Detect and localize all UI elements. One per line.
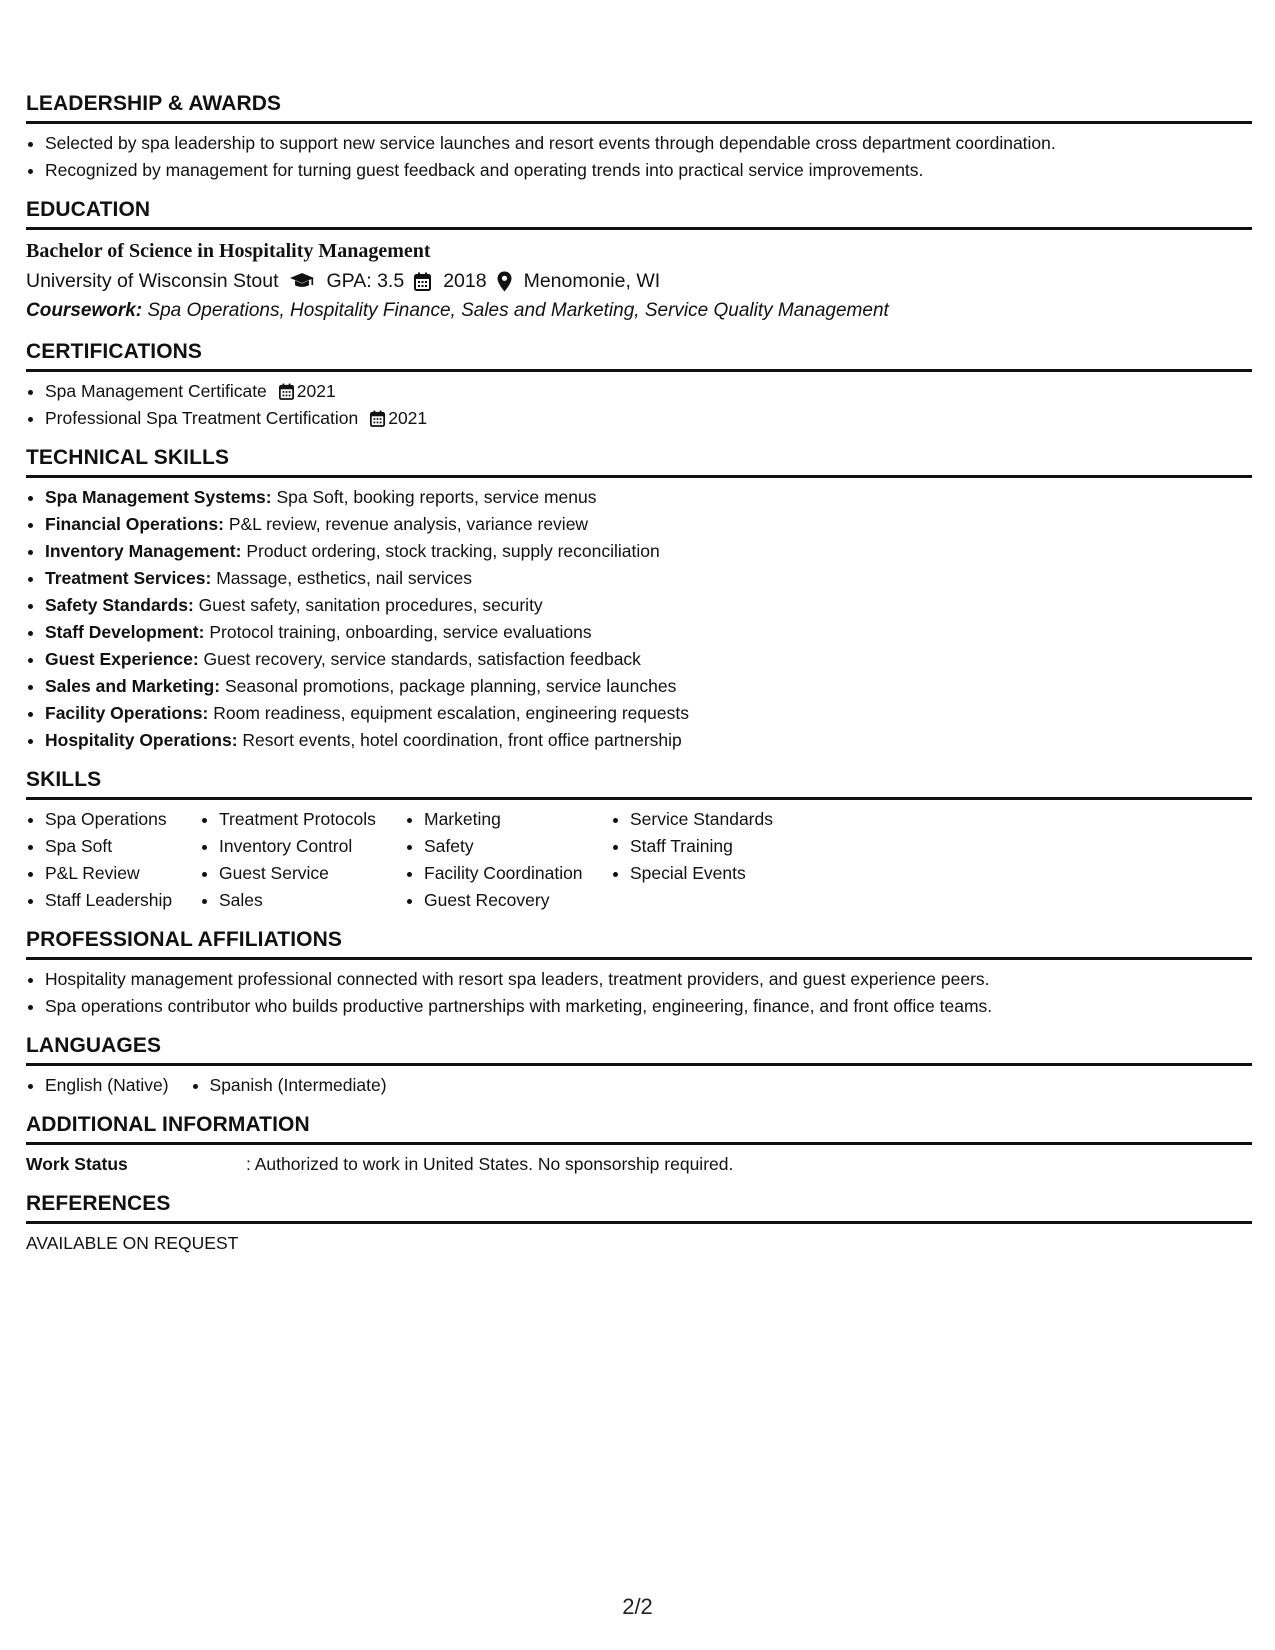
skill-category: Spa Management Systems: (45, 487, 272, 507)
skill-item: • Staff Training (630, 833, 830, 860)
calendar-icon (414, 272, 431, 291)
coursework-label: Coursework: (26, 300, 143, 321)
education-section (26, 198, 1252, 326)
list-item (45, 727, 1252, 754)
skill-category: Sales and Marketing: (45, 676, 221, 696)
skills-column (26, 806, 200, 914)
language-item: • Spanish (Intermediate) (210, 1072, 387, 1099)
location: Menomonie, WI (523, 270, 661, 292)
skill-item: • Inventory Control (219, 833, 405, 860)
list-item: • Selected by spa leadership to support new service launches and resort events through dependable cross department coordination. (45, 130, 1252, 157)
languages-list (26, 1072, 1252, 1099)
skill-category: Staff Development: (45, 622, 205, 642)
calendar-icon (279, 383, 294, 400)
technical-skills-list (26, 484, 1252, 754)
work-status-value: : Authorized to work in United States. No sponsorship required. (246, 1154, 734, 1174)
certification-year: 2021 (296, 381, 336, 401)
skills-grid (26, 806, 1252, 914)
skill-details: Resort events, hotel coordination, front office partnership (242, 730, 682, 750)
section-title: SKILLS (26, 768, 1252, 800)
skill-item: • Guest Recovery (424, 887, 611, 914)
additional-info-section (26, 1113, 1252, 1178)
list-item (45, 538, 1252, 565)
list-item: • Hospitality management professional connected with resort spa leaders, treatment providers, and guest experience peers. (45, 966, 1252, 993)
list-item (45, 619, 1252, 646)
skill-details: Product ordering, stock tracking, supply reconciliation (246, 541, 660, 561)
section-title: EDUCATION (26, 198, 1252, 230)
skill-item: • P&L Review (45, 860, 200, 887)
skill-details: Spa Soft, booking reports, service menus (276, 487, 597, 507)
list-item (45, 484, 1252, 511)
section-title: CERTIFICATIONS (26, 340, 1252, 372)
section-title: LEADERSHIP & AWARDS (26, 92, 1252, 124)
section-title: ADDITIONAL INFORMATION (26, 1113, 1252, 1145)
references-section (26, 1192, 1252, 1257)
skills-section (26, 768, 1252, 914)
skills-column (200, 806, 405, 914)
languages-section (26, 1034, 1252, 1099)
school-name: University of Wisconsin Stout (26, 270, 279, 292)
list-item: • Spa operations contributor who builds productive partnerships with marketing, engineering, finance, and front office teams. (45, 993, 1252, 1020)
skill-item: • Guest Service (219, 860, 405, 887)
list-item: • Recognized by management for turning guest feedback and operating trends into practical service improvements. (45, 157, 1252, 184)
certification-year: 2021 (388, 408, 428, 428)
graduation-year: 2018 (443, 270, 487, 292)
certification-name: • Spa Management Certificate (45, 381, 267, 401)
skill-item: • Marketing (424, 806, 611, 833)
list-item (45, 592, 1252, 619)
skill-details: P&L review, revenue analysis, variance review (228, 514, 589, 534)
section-title: TECHNICAL SKILLS (26, 446, 1252, 478)
list-item (45, 565, 1252, 592)
skill-item: • Spa Operations (45, 806, 200, 833)
graduation-cap-icon (289, 272, 315, 290)
skill-item: • Sales (219, 887, 405, 914)
skill-category: Inventory Management: (45, 541, 242, 561)
work-status-label: Work Status (26, 1154, 128, 1174)
calendar-icon (370, 410, 385, 427)
skill-details: Massage, esthetics, nail services (216, 568, 473, 588)
leadership-section (26, 92, 1252, 184)
list-item (45, 511, 1252, 538)
resume-page (26, 92, 1252, 1271)
skill-category: Treatment Services: (45, 568, 212, 588)
list-item (45, 646, 1252, 673)
certifications-section (26, 340, 1252, 432)
skill-item: • Service Standards (630, 806, 830, 833)
section-title: PROFESSIONAL AFFILIATIONS (26, 928, 1252, 960)
section-title: LANGUAGES (26, 1034, 1252, 1066)
affiliations-list (26, 966, 1252, 1020)
list-item (45, 405, 1252, 432)
technical-skills-section (26, 446, 1252, 754)
skill-details: Seasonal promotions, package planning, service launches (224, 676, 677, 696)
skill-category: Facility Operations: (45, 703, 209, 723)
leadership-list (26, 130, 1252, 184)
skill-item: • Spa Soft (45, 833, 200, 860)
skill-category: Hospitality Operations: (45, 730, 238, 750)
list-item (45, 700, 1252, 727)
skill-category: Safety Standards: (45, 595, 194, 615)
skill-item: • Facility Coordination (424, 860, 611, 887)
skill-details: Room readiness, equipment escalation, engineering requests (213, 703, 689, 723)
skill-item: • Treatment Protocols (219, 806, 405, 833)
references-text: AVAILABLE ON REQUEST (26, 1233, 239, 1253)
language-item: • English (Native) (45, 1072, 169, 1099)
coursework-list: Spa Operations, Hospitality Finance, Sales and Marketing, Service Quality Management (147, 300, 889, 321)
degree-title: Bachelor of Science in Hospitality Management (26, 240, 431, 262)
skills-column (405, 806, 611, 914)
coursework (26, 296, 1252, 326)
skills-column (611, 806, 830, 914)
work-status-row (26, 1151, 1252, 1178)
skill-details: Guest safety, sanitation procedures, security (198, 595, 543, 615)
skill-category: Guest Experience: (45, 649, 199, 669)
section-title: REFERENCES (26, 1192, 1252, 1224)
education-details (26, 266, 1252, 296)
skill-details: Guest recovery, service standards, satisfaction feedback (203, 649, 641, 669)
skill-item: • Staff Leadership (45, 887, 200, 914)
certification-name: • Professional Spa Treatment Certification (45, 408, 359, 428)
gpa: GPA: 3.5 (326, 270, 405, 292)
list-item (45, 673, 1252, 700)
skill-details: Protocol training, onboarding, service evaluations (209, 622, 592, 642)
skill-category: Financial Operations: (45, 514, 224, 534)
affiliations-section (26, 928, 1252, 1020)
skill-item: • Safety (424, 833, 611, 860)
list-item (45, 378, 1252, 405)
map-pin-icon (497, 271, 512, 292)
skill-item: • Special Events (630, 860, 830, 887)
certifications-list (26, 378, 1252, 432)
page-number: 2/2 (622, 1594, 653, 1619)
